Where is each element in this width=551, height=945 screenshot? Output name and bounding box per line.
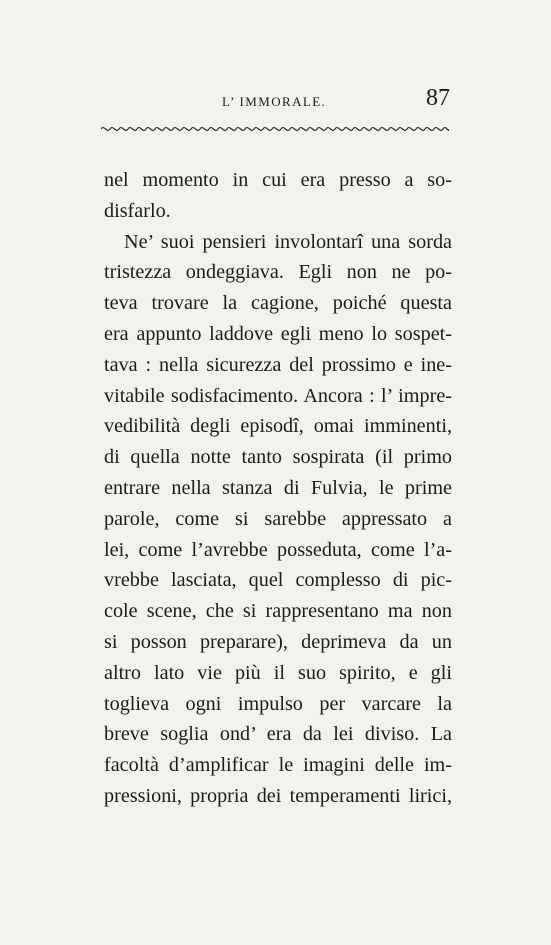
text-line: pressioni, propria dei temperamenti lirici, (104, 784, 452, 807)
text-line: nel momento in cui era presso a so- (104, 169, 452, 191)
text-line: facoltà d’amplificar le imagini delle im- (104, 754, 452, 777)
text-line: tava : nella sicurezza del prossimo e ine- (104, 353, 452, 376)
running-title: L’ IMMORALE. (222, 94, 327, 109)
text-line: Ne’ suoi pensieri involontarî una sorda (124, 230, 452, 253)
text-line: teva trovare la cagione, poiché questa (104, 292, 452, 315)
text-line: era appunto laddove egli meno lo sospet- (104, 322, 452, 345)
ornamental-rule (101, 124, 449, 134)
text-line: disfarlo. (104, 199, 171, 222)
text-line: di quella notte tanto sospirata (il primo (104, 446, 452, 469)
body-text (104, 165, 452, 812)
page-header (104, 86, 450, 116)
text-line: cole scene, che si rappresentano ma non (104, 600, 452, 623)
text-line: parole, come si sarebbe appressato a (104, 507, 452, 530)
text-line: lei, come l’avrebbe posseduta, come l’a- (104, 538, 452, 561)
text-line: si posson preparare), deprimeva da un (104, 630, 452, 653)
text-line: breve soglia ond’ era da lei diviso. La (104, 723, 452, 746)
text-line: vedibilità degli episodî, omai imminenti, (104, 415, 452, 438)
text-line: vitabile sodisfacimento. Ancora : l’ impre- (104, 384, 452, 407)
text-line: tristezza ondeggiava. Egli non ne po- (104, 261, 452, 284)
text-line: altro lato vie più il suo spirito, e gli (104, 661, 452, 684)
text-line: entrare nella stanza di Fulvia, le prime (104, 476, 452, 499)
page-number: 87 (426, 85, 450, 111)
text-line: toglieva ogni impulso per varcare la (104, 692, 452, 715)
text-line: vrebbe lasciata, quel complesso di pic- (104, 569, 452, 592)
